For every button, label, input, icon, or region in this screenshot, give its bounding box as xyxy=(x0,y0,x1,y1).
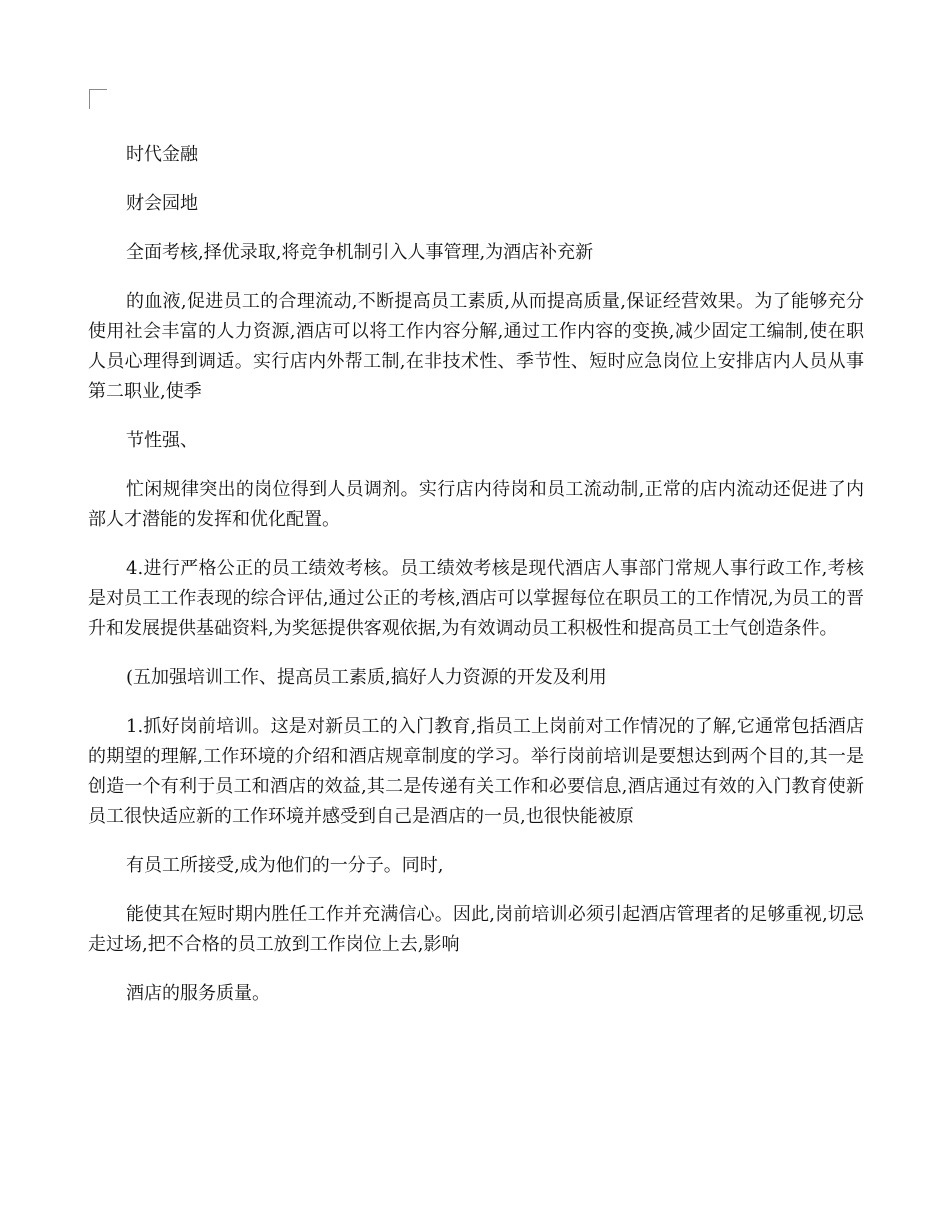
paragraph: 节性强、 xyxy=(126,430,198,451)
paragraph: 的血液,促进员工的合理流动,不断提高员工素质,从而提高质量,保证经营效果。为了能够充分使用社会丰富的人力资源,酒店可以将工作内容分解,通过工作内容的变换,减少固定工编制,使在职人员心理得到调适。实行店内外帮工制,在非技术性、季节性、短时应急岗位上安排店内人员从事第二职业,使季 xyxy=(88,291,864,402)
corner-mark-horizontal xyxy=(89,89,107,90)
paragraph: 忙闲规律突出的岗位得到人员调剂。实行店内待岗和员工流动制,正常的店内流动还促进了内部人才潜能的发挥和优化配置。 xyxy=(88,479,864,530)
paragraph: 1.抓好岗前培训。这是对新员工的入门教育,指员工上岗前对工作情况的了解,它通常包括酒店的期望的理解,工作环境的介绍和酒店规章制度的学习。举行岗前培训是要想达到两个目的,其一是创造一个有利于员工和酒店的效益,其二是传递有关工作和必要信息,酒店通过有效的入门教育使新员工很快适应新的工作环境并感受到自己是酒店的一员,也很快能被原 xyxy=(88,716,864,827)
paragraph-column-title: 财会园地 xyxy=(126,193,198,214)
paragraph: 全面考核,择优录取,将竞争机制引入人事管理,为酒店补充新 xyxy=(126,242,594,263)
paragraph: 酒店的服务质量。 xyxy=(126,983,270,1004)
paragraph: 有员工所接受,成为他们的一分子。同时, xyxy=(126,855,444,876)
paragraph: 能使其在短时期内胜任工作并充满信心。因此,岗前培训必须引起酒店管理者的足够重视,切忌走过场,把不合格的员工放到工作岗位上去,影响 xyxy=(88,904,864,955)
paragraph-heading: (五加强培训工作、提高员工素质,搞好人力资源的开发及利用 xyxy=(126,667,607,688)
corner-mark-vertical xyxy=(89,89,90,109)
document-body xyxy=(88,140,864,1028)
paragraph-section-title: 时代金融 xyxy=(126,144,198,165)
paragraph: 4.进行严格公正的员工绩效考核。员工绩效考核是现代酒店人事部门常规人事行政工作,考核是对员工工作表现的综合评估,通过公正的考核,酒店可以掌握每位在职员工的工作情况,为员工的晋升和发展提供基础资料,为奖惩提供客观依据,为有效调动员工积极性和提高员工士气创造条件。 xyxy=(88,558,864,639)
page-corner-mark xyxy=(89,89,107,109)
